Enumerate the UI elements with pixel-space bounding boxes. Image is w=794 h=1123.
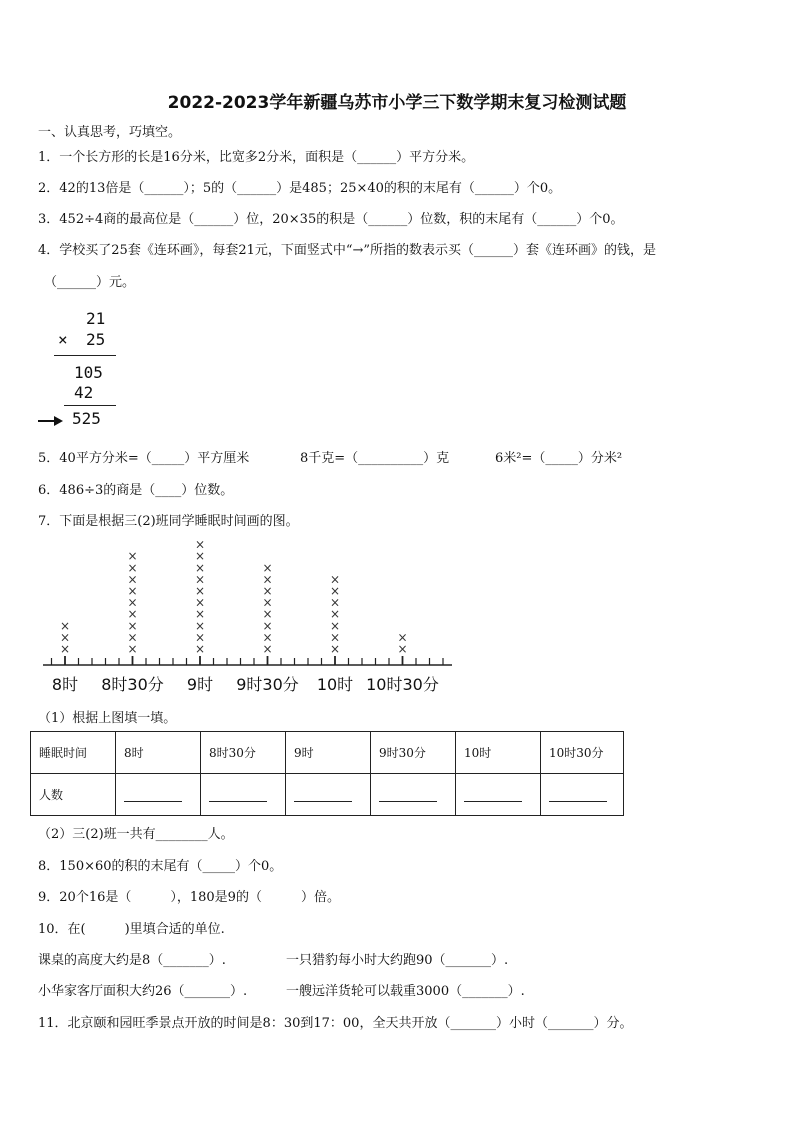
data-mark: × — [59, 630, 71, 645]
table-row — [31, 774, 624, 816]
calc-line-1 — [54, 355, 116, 356]
question-4-line2: （______）元。 — [44, 275, 136, 290]
answer-blank[interactable] — [294, 789, 352, 802]
table-cell-header: 9时 — [286, 732, 371, 774]
sleep-table — [30, 731, 624, 816]
question-5a: 5．40平方分米=（_____）平方厘米 — [38, 451, 250, 466]
data-mark: × — [262, 630, 273, 645]
data-mark: × — [262, 642, 273, 656]
calc-multiplicand: 21 — [86, 309, 106, 328]
question-7-part2: （2）三(2)班一共有________人。 — [38, 827, 234, 842]
data-mark: × — [194, 584, 206, 598]
calc-line-2 — [64, 405, 116, 406]
table-cell-blank[interactable] — [116, 774, 201, 816]
data-mark: × — [262, 584, 273, 598]
tick-label: 8时 — [51, 675, 79, 694]
data-mark: × — [127, 572, 138, 587]
data-mark: × — [127, 560, 138, 575]
question-10a: 课桌的高度大约是8（_______）. — [38, 953, 226, 968]
page-title: 2022-2023学年新疆乌苏市小学三下数学期末复习检测试题 — [167, 93, 627, 113]
question-1: 1．一个长方形的长是16分米，比宽多2分米，面积是（______）平方分米。 — [38, 150, 475, 165]
sleep-time-dot-plot — [38, 536, 458, 698]
data-mark: × — [194, 618, 206, 633]
question-10: 10．在( )里填合适的单位. — [38, 922, 225, 937]
data-mark: × — [262, 560, 273, 575]
table-cell-blank[interactable] — [201, 774, 286, 816]
data-mark: × — [397, 630, 408, 645]
calc-result: 525 — [72, 409, 101, 428]
data-mark: × — [194, 630, 206, 645]
question-10c: 小华家客厅面积大约26（_______）. — [38, 984, 248, 999]
table-row — [31, 732, 624, 774]
calc-multiplier: 25 — [86, 330, 106, 349]
data-mark: × — [194, 595, 206, 610]
answer-blank[interactable] — [209, 789, 267, 802]
data-mark: × — [127, 549, 138, 564]
table-cell-header: 9时30分 — [371, 732, 456, 774]
data-mark: × — [262, 607, 273, 622]
table-cell-label: 人数 — [31, 774, 116, 816]
data-mark: × — [329, 642, 341, 656]
question-2: 2．42的13倍是（______）；5的（______）是485；25×40的积的末尾有（______）个0。 — [38, 181, 562, 196]
question-7: 7．下面是根据三(2)班同学睡眠时间画的图。 — [38, 514, 299, 529]
data-mark: × — [397, 642, 408, 656]
data-mark: × — [194, 537, 206, 552]
data-mark: × — [127, 618, 138, 633]
table-cell-blank[interactable] — [541, 774, 624, 816]
data-mark: × — [127, 584, 138, 598]
data-mark: × — [194, 642, 206, 656]
data-mark: × — [194, 607, 206, 622]
data-mark: × — [329, 572, 341, 587]
question-9: 9．20个16是（ ），180是9的（ ）倍。 — [38, 890, 340, 905]
question-7-part1: （1）根据上图填一填。 — [38, 711, 177, 726]
question-8: 8．150×60的积的末尾有（_____）个0。 — [38, 859, 283, 874]
tick-label: 9时30分 — [236, 675, 299, 694]
data-mark: × — [329, 584, 341, 598]
tick-label: 8时30分 — [101, 675, 164, 694]
section-heading: 一、认真思考，巧填空。 — [38, 125, 182, 140]
arrow-icon — [38, 414, 64, 428]
data-mark: × — [59, 618, 71, 633]
table-cell-blank[interactable] — [286, 774, 371, 816]
data-mark: × — [194, 560, 206, 575]
question-5b: 8千克=（__________）克 — [300, 451, 450, 466]
table-cell-blank[interactable] — [456, 774, 541, 816]
data-mark: × — [329, 595, 341, 610]
tick-label: 10时30分 — [366, 675, 439, 694]
table-cell-header: 8时 — [116, 732, 201, 774]
answer-blank[interactable] — [124, 789, 182, 802]
data-mark: × — [262, 618, 273, 633]
data-mark: × — [329, 630, 341, 645]
tick-label: 10时 — [316, 675, 354, 694]
question-4-line1: 4．学校买了25套《连环画》，每套21元，下面竖式中“→”所指的数表示买（______）套《连环画》的钱，是 — [38, 243, 657, 258]
data-mark: × — [194, 549, 206, 564]
answer-blank[interactable] — [464, 789, 522, 802]
data-mark: × — [59, 642, 71, 656]
answer-blank[interactable] — [379, 789, 437, 802]
calc-partial-2: 42 — [74, 383, 94, 402]
data-mark: × — [194, 572, 206, 587]
data-mark: × — [127, 642, 138, 656]
table-cell-header: 睡眠时间 — [31, 732, 116, 774]
data-mark: × — [262, 595, 273, 610]
table-cell-header: 8时30分 — [201, 732, 286, 774]
answer-blank[interactable] — [549, 789, 607, 802]
data-mark: × — [329, 618, 341, 633]
question-11: 11．北京颐和园旺季景点开放的时间是8：30到17：00，全天共开放（_______）小时（_______）分。 — [38, 1016, 633, 1031]
question-3: 3．452÷4商的最高位是（______）位，20×35的积是（______）位数，积的末尾有（______）个0。 — [38, 212, 624, 227]
tick-label: 9时 — [186, 675, 214, 694]
table-cell-header: 10时 — [456, 732, 541, 774]
data-mark: × — [127, 595, 138, 610]
calc-operator: × — [58, 330, 68, 349]
data-mark: × — [127, 630, 138, 645]
table-cell-blank[interactable] — [371, 774, 456, 816]
calc-partial-1: 105 — [74, 363, 103, 382]
table-cell-header: 10时30分 — [541, 732, 624, 774]
data-mark: × — [127, 607, 138, 622]
data-mark: × — [262, 572, 273, 587]
data-mark: × — [329, 607, 341, 622]
question-6: 6．486÷3的商是（____）位数。 — [38, 483, 234, 498]
question-10d: 一艘远洋货轮可以载重3000（_______）. — [286, 984, 525, 999]
question-10b: 一只猎豹每小时大约跑90（_______）. — [286, 953, 509, 968]
question-5c: 6米²=（_____）分米² — [495, 451, 623, 466]
